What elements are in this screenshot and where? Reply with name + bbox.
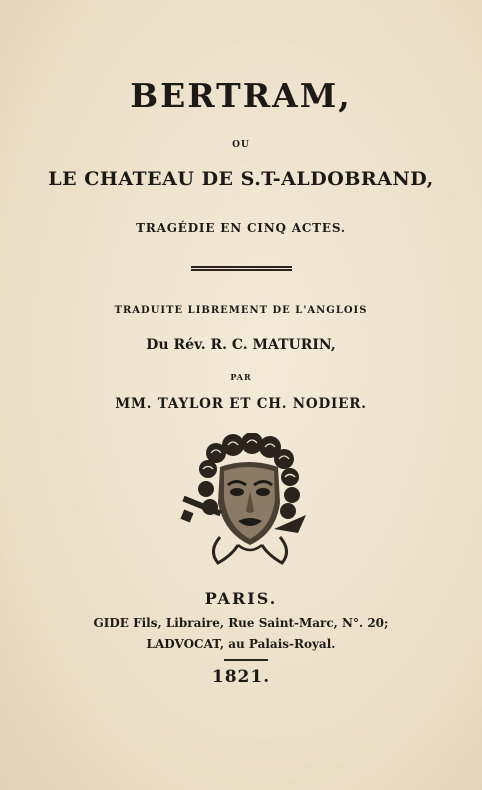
year-rule [224,659,268,661]
rule-line-thick [191,269,292,271]
tragic-mask-icon [178,433,312,569]
author-line: Du Rév. R. C. MATURIN, [146,337,336,353]
book-subtitle: LE CHATEAU DE S.T-ALDOBRAND, [48,168,434,190]
book-title: BERTRAM, [130,76,352,115]
publication-year: 1821. [211,667,271,687]
rule-line-thin [191,266,292,268]
publisher-line-1: GIDE Fils, Libraire, Rue Saint-Marc, N°. 20; [93,616,389,630]
translators-line: MM. TAYLOR ET CH. NODIER. [115,396,367,412]
conjunction-ou: OU [232,140,250,150]
publication-city: PARIS. [204,589,278,608]
genre-line: TRAGÉDIE EN CINQ ACTES. [136,221,346,235]
par-line: PAR [230,372,252,382]
publisher-line-2: LADVOCAT, au Palais-Royal. [146,637,336,651]
decorative-rule [191,266,292,272]
translation-note: TRADUITE LIBREMENT DE L'ANGLOIS [114,305,368,316]
